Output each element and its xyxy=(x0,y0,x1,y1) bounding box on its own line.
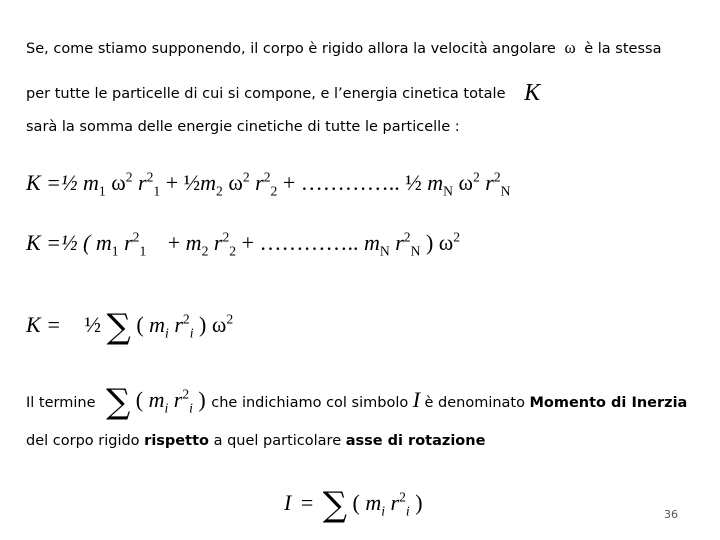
eq2-plus: + xyxy=(167,230,181,255)
eq1-plus: + xyxy=(165,170,179,195)
eq1-r: r xyxy=(138,170,147,195)
K-symbol: K xyxy=(524,80,541,106)
eq4-equals: = xyxy=(300,490,314,515)
text-line-5 xyxy=(26,433,485,449)
text-line-3 xyxy=(26,119,460,135)
eq3-lhs: K = xyxy=(26,312,62,337)
line-5-bold-2: asse di rotazione xyxy=(345,433,486,449)
eq1-dots: + ………….. ½ xyxy=(282,170,422,195)
equation-2: K =½ ( $m_1$ $r^2_1 + m_2$ $r^2_2$ + ………….. $m_N$ $r^2_N$ ) $\omega^2$ xyxy=(26,229,461,259)
line-5-bold-1: rispetto xyxy=(144,433,209,449)
eq4-lhs: I xyxy=(284,490,292,515)
line-3-text: sarà la somma delle energie cinetiche di tutte le particelle : xyxy=(26,119,460,135)
equation-1: K =½ $m_1$ $\omega^2$ $r^2_1$ + $\frac{1}{2}m_2$ $\omega^2$ $r^2_2$ + ………….. ½ $m_N$ $\omega^2$ $r^2_N$ xyxy=(26,169,511,199)
eq1-sub: 1 xyxy=(98,183,106,199)
eq1-omega: ω xyxy=(111,170,126,195)
eq3-half: ½ xyxy=(84,312,102,337)
eq1-sup: 2 xyxy=(125,169,133,185)
eq2-lhs: K =½ ( xyxy=(26,230,91,255)
momento-di-inerzia: Momento di Inerzia xyxy=(529,395,688,411)
eq2-dots: + ………….. xyxy=(241,230,359,255)
line-1-end: è la stessa xyxy=(584,41,662,57)
text-line-2 xyxy=(26,80,540,107)
line-4-mid2: è denominato xyxy=(424,395,525,411)
eq1-lhs: K =½ xyxy=(26,170,78,195)
text-line-4 xyxy=(26,382,688,422)
line-5-mid: a quel particolare xyxy=(213,433,342,449)
eq1-m: m xyxy=(83,170,99,195)
I-symbol: I xyxy=(412,387,421,412)
omega-symbol: ω xyxy=(564,38,576,57)
equation-3: K = ½ ∑ ( $m_i$ $r^2_i$ ) $\omega^2$ xyxy=(26,307,234,347)
line-2-text: per tutte le particelle di cui si compone, e l’energia cinetica totale xyxy=(26,86,506,102)
line-1-text: Se, come stiamo supponendo, il corpo è rigido allora la velocità angolare xyxy=(26,41,556,57)
equation-4: I = ∑ ( $m_i$ $r^2_i$ ) xyxy=(284,485,423,525)
line-4-start: Il termine xyxy=(26,395,96,411)
sum-symbol: ∑ xyxy=(106,307,131,347)
sum-symbol-2: ∑ xyxy=(105,382,131,422)
eq1-half: ½ xyxy=(183,170,201,195)
sum-symbol-3: ∑ xyxy=(322,485,348,525)
line-4-mid: che indichiamo col simbolo xyxy=(211,395,409,411)
text-line-1 xyxy=(26,38,661,58)
line-4-formula: ∑ ( $m_i$ $r^2_i$ ) xyxy=(105,382,206,422)
page-number: 36 xyxy=(664,508,678,521)
line-5-start: del corpo rigido xyxy=(26,433,140,449)
